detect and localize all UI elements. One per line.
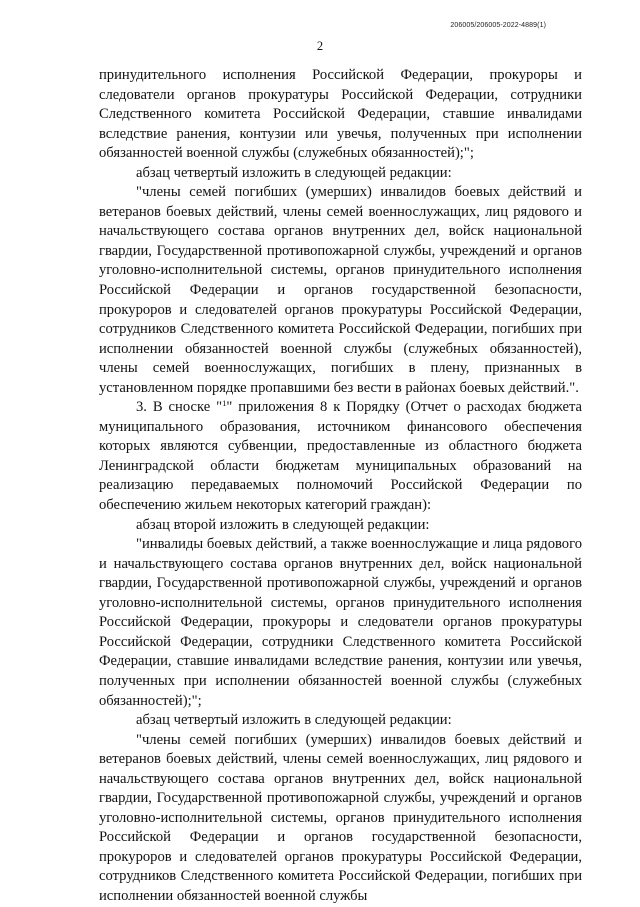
paragraph-continuation: принудительного исполнения Российской Федерации, прокуроры и следователи органов прокуратуры Российской Федерации, сотрудники Следственного комитета Российской Федерации, ставшие инвалидами вследствие ранения, контузии или увечья, полученных при исполнении обязанностей военной службы (служебных обязанностей);"; xyxy=(99,67,582,162)
paragraph-instruction: абзац четвертый изложить в следующей редакции: xyxy=(136,164,452,181)
paragraph-footnote-clause xyxy=(99,398,582,515)
paragraph-instruction: абзац четвертый изложить в следующей редакции: xyxy=(136,712,452,729)
paragraph-quoted-text: "члены семей погибших (умерших) инвалидов боевых действий и ветеранов боевых действий, члены семей военнослужащих, лиц рядового и начальствующего состава органов внутренних дел, войск национальной гвардии, Государственной противопожарной службы, учреждений и органов уголовно-исполнительной системы, органов принудительного исполнения Российской Федерации и органов государственной безопасности, прокуроров и следователей органов прокуратуры Российской Федерации, сотрудников Следственного комитета Российской Федерации, погибших при исполнении обязанностей военной службы (служебных обязанностей), члены семей военнослужащих, погибших в плену, признанных в установленном порядке пропавшими без вести в районах боевых действий.". xyxy=(99,184,582,396)
paragraph-quoted-text: "инвалиды боевых действий, а также военнослужащие и лица рядового и начальствующего состава органов внутренних дел, войск национальной гвардии, Государственной противопожарной службы, учреждений и органов уголовно-исполнительной системы, органов принудительного исполнения Российской Федерации, прокуроры и следователи органов прокуратуры Российской Федерации, сотрудники Следственного комитета Российской Федерации, ставшие инвалидами вследствие ранения, контузии или увечья, полученных при исполнении обязанностей военной службы (служебных обязанностей);"; xyxy=(99,536,582,709)
document-body xyxy=(99,66,582,907)
paragraph-quoted-text: "члены семей погибших (умерших) инвалидов боевых действий и ветеранов боевых действий, члены семей военнослужащих, лиц рядового и начальствующего состава органов внутренних дел, войск национальной гвардии, Государственной противопожарной службы, учреждений и органов уголовно-исполнительной системы, органов принудительного исполнения Российской Федерации и органов государственной безопасности, прокуроров и следователей органов прокуратуры Российской Федерации, сотрудников Следственного комитета Российской Федерации, погибших при исполнении обязанностей военной службы xyxy=(99,731,582,904)
footnote-superscript: 1 xyxy=(222,398,227,409)
paragraph-text-before-sup: 3. В сноске " xyxy=(136,399,223,416)
paragraph-text-after-sup: " приложения 8 к Порядку (Отчет о расходах бюджета муниципального образования, источником финансового обеспечения которых являются субвенции, предоставленные из областного бюджета Ленинградской области бюджетам муниципальных образований на реализацию передаваемых полномочий Российской Федерации по обеспечению жильем некоторых категорий граждан): xyxy=(99,399,582,514)
page-number: 2 xyxy=(316,39,324,53)
document-id: 206005/206005-2022-4889(1) xyxy=(450,22,546,29)
paragraph-instruction: абзац второй изложить в следующей редакции: xyxy=(136,516,430,533)
